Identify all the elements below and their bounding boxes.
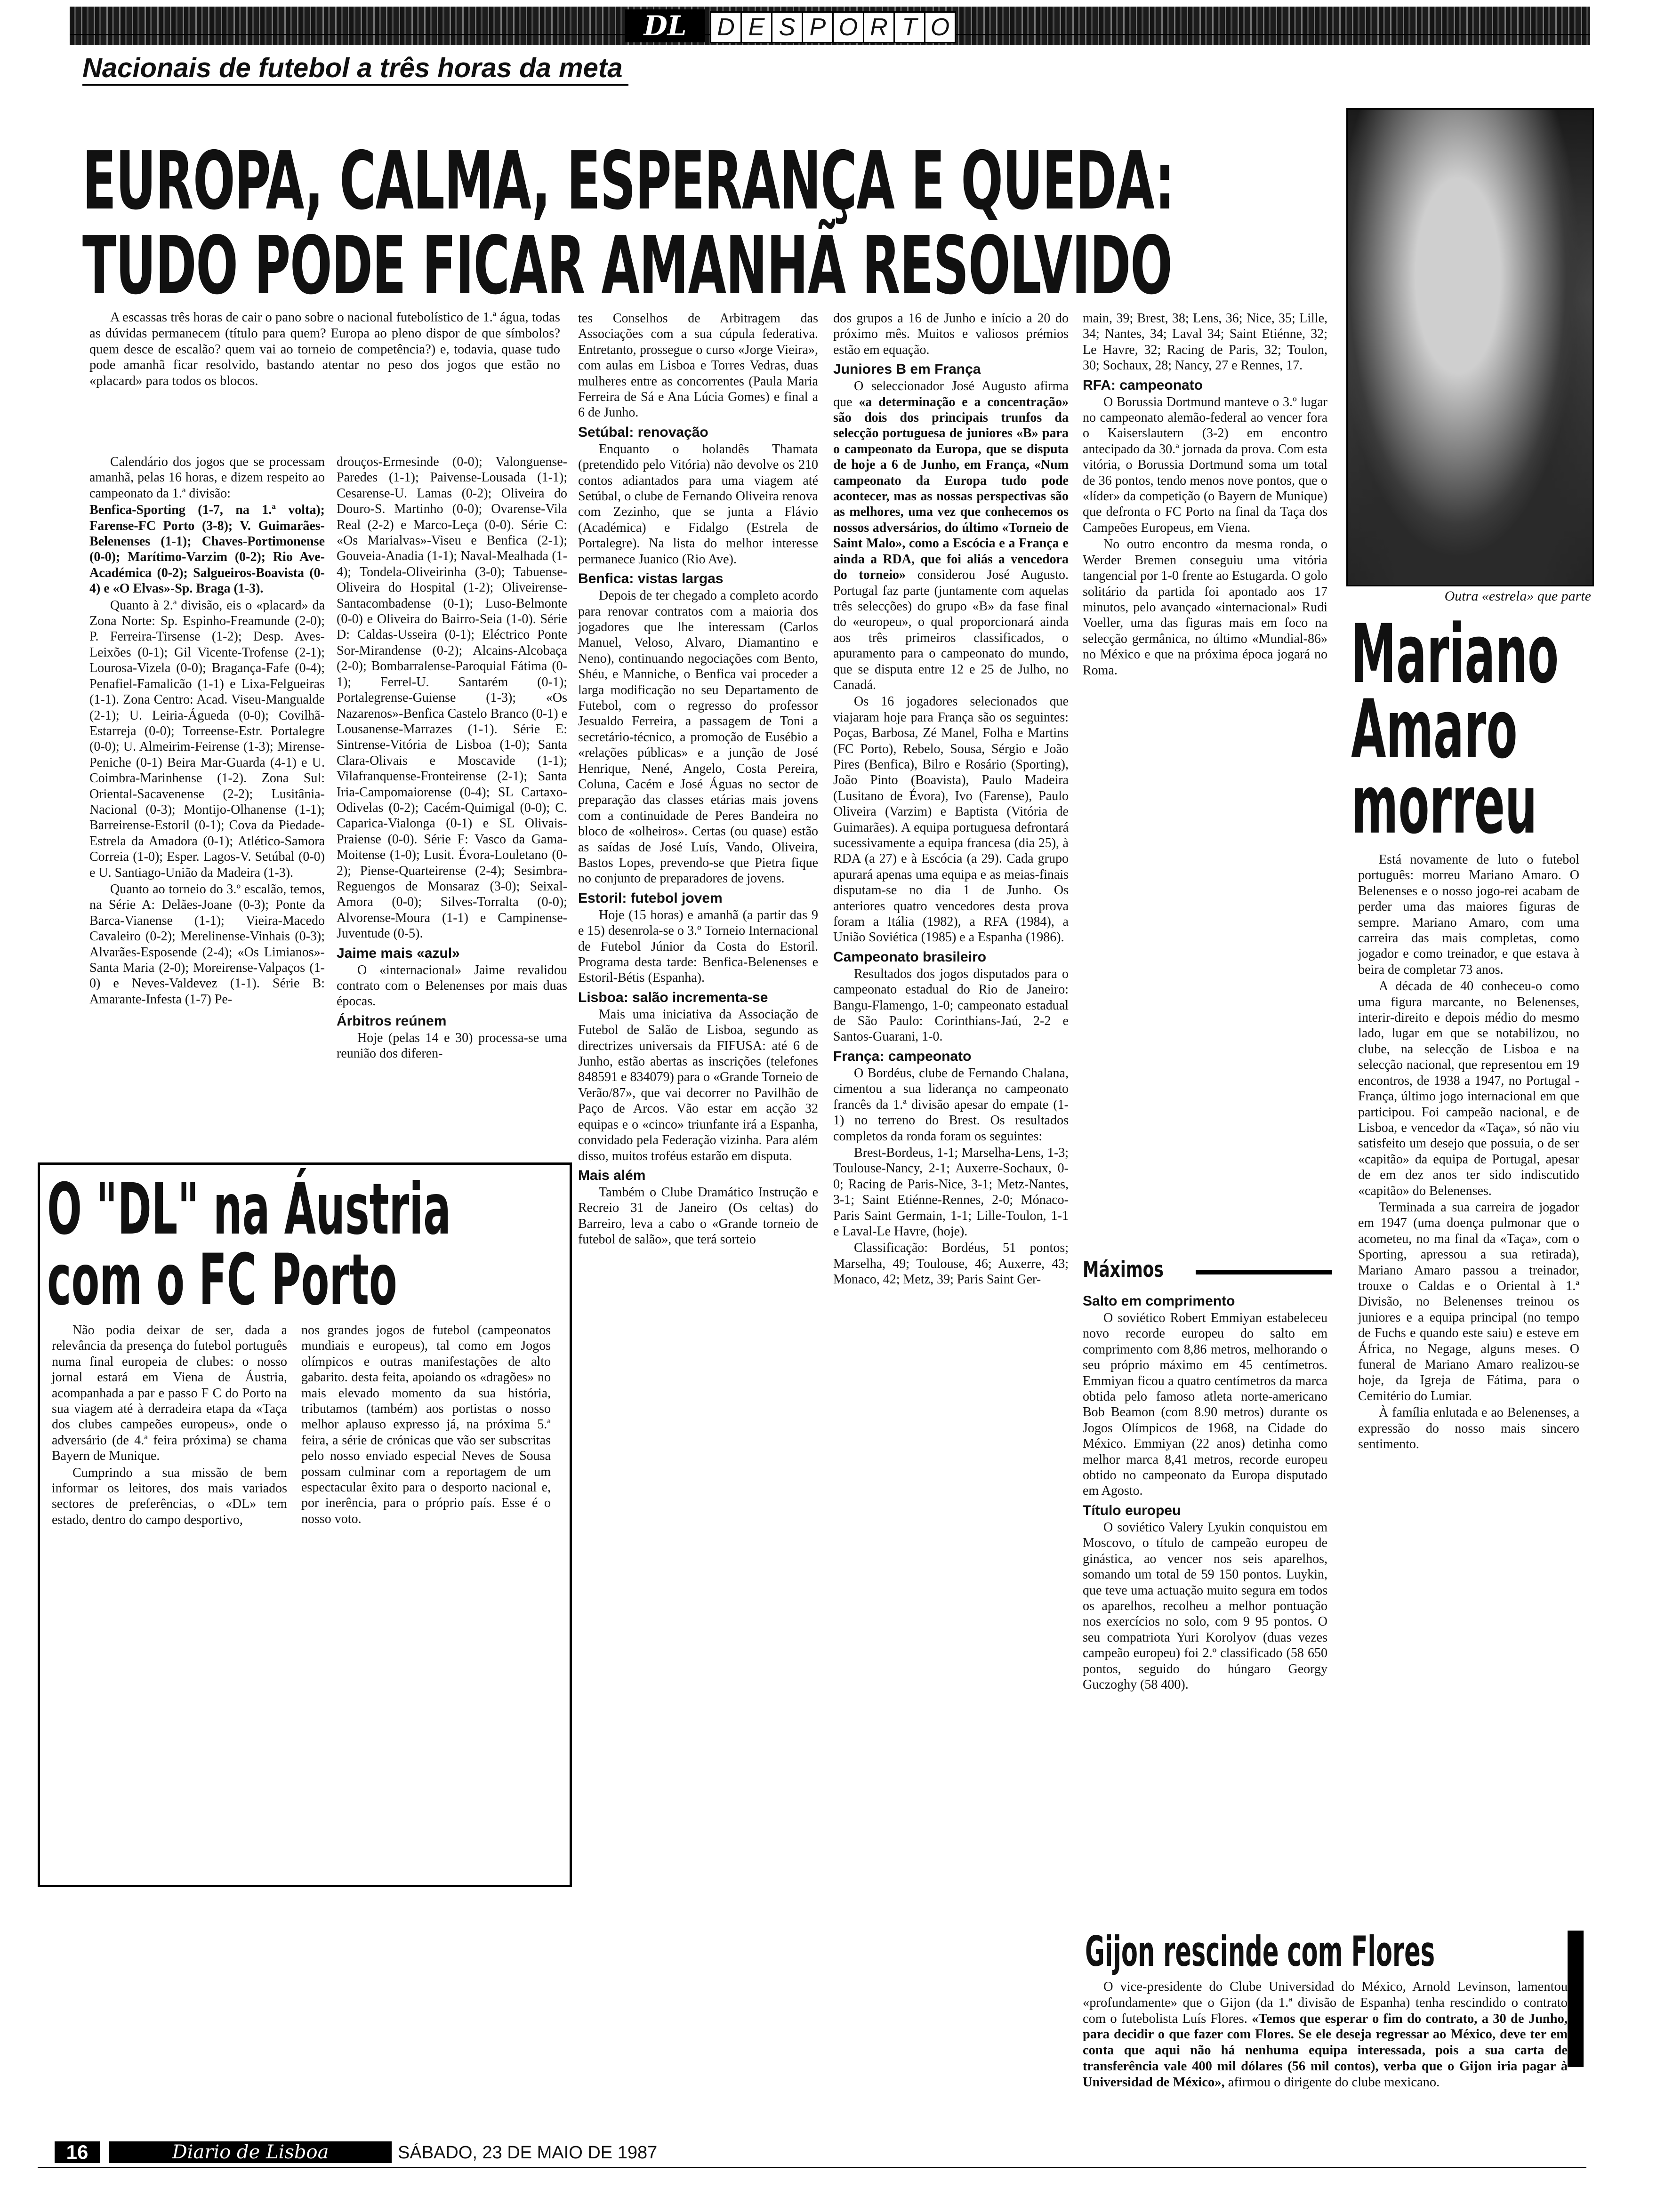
subheading: Lisboa: salão incrementa-se xyxy=(578,989,768,1005)
section-letter: O xyxy=(924,13,955,42)
page-number: 16 xyxy=(55,2141,100,2163)
paragraph: Quanto à 2.ª divisão, eis o «placard» da Zona Norte: Sp. Espinho-Freamunde (2-0); P. Ferreira-Tirsense (1-2); Desp. Aves-Leixões (0-1); Gil Vicente-Trofense (2-1); Lourosa-Vizela (0-0); Bragança-Fafe (0-4); Penafiel-Famalicão (1-1) e Lixa-Felgueiras (1-1). Zona Centro: Acad. Viseu-Mangualde (2-1); U. Leiria-Águeda (0-0); Covilhã-Estarreja (0-0); Torreense-Estr. Portalegre (0-0); U. Almeirim-Feirense (1-3); Mirense-Peniche (0-1) Beira Mar-Guarda (4-1) e U. Coimbra-Marinhense (1-2). Zona Sul: Oriental-Sacavenense (2-2); Lusitânia-Nacional (0-3); Montijo-Olhanense (1-1); Barreirense-Estoril (0-1); Cova da Piedade-Estrela da Amadora (0-1); Atlético-Samora Correia (1-0); Esper. Lagos-V. Setúbal (0-0) e U. Santiago-União da Madeira (1-3). xyxy=(89,598,325,880)
portrait-photo xyxy=(1346,108,1594,586)
text-run: considerou José Augusto. Portugal faz parte (juntamente com aquelas três selecções) do grupo «B» da fase final do «europeu», o qual proporcionará ainda aos três primeiros classificados, o apuramento para o campeonato do mundo, que se disputa entre 12 e 25 de Julho, no Canadá. xyxy=(833,568,1069,692)
issue-date: SÁBADO, 23 DE MAIO DE 1987 xyxy=(398,2143,658,2163)
subheading: RFA: campeonato xyxy=(1083,377,1203,393)
column-1 xyxy=(89,454,325,1008)
text-run: O vice-presidente do Clube Universidad do México, Arnold Levinson, lamentou «profundamente» que o Gijon (da 1.ª divisão de Espanha) tenha rescindido o contrato com o futebolista Luís Flores. xyxy=(1083,1980,1568,2026)
dl-logo: DL xyxy=(625,9,705,42)
article-kicker: Nacionais de futebol a três horas da meta xyxy=(82,53,628,86)
gijon-side-bar xyxy=(1568,1931,1584,2067)
subheading: Setúbal: renovação xyxy=(578,424,708,440)
obituary-title-line: morreu xyxy=(1351,757,1537,852)
subheading: França: campeonato xyxy=(833,1048,972,1064)
paragraph: O soviético Robert Emmiyan estabeleceu novo recorde europeu do salto em comprimento com 8,86 metros, melhorando o seu próprio máximo em 45 centímetros. Emmiyan ficou a quatro centímetros da marca obtida pelo famoso atleta norte-americano Bob Beamon (com 8.90 metros) durante os Jogos Olímpicos de 1968, na Cidade do México. Emmiyan (22 anos) detinha como melhor marca 8,41 metros, recorde europeu obtido no campeonato da Europa disputado em Agosto. xyxy=(1083,1311,1327,1499)
austria-title-line: com o FC Porto xyxy=(47,1239,397,1321)
austria-title-line: O "DL" na Áustria xyxy=(47,1169,451,1250)
footer-rule xyxy=(38,2167,1586,2168)
newspaper-name: Diario de Lisboa xyxy=(109,2141,392,2163)
paragraph: À família enlutada e ao Belenenses, a expressão do nosso mais sincero sentimento. xyxy=(1358,1405,1579,1452)
paragraph xyxy=(1083,1979,1568,2091)
austria-column-2 xyxy=(301,1322,551,1528)
section-letter: P xyxy=(802,13,832,42)
gijon-text xyxy=(1083,1979,1568,2091)
subheading: Campeonato brasileiro xyxy=(833,949,987,965)
maximos-rule xyxy=(1196,1270,1332,1274)
paragraph: A década de 40 conheceu-o como uma figura marcante, no Belenenses, interir-direito e depois médio do mesmo lado, lugar em que se notabilizou, no clube, na selecção de Lisboa e na selecção nacional, que representou em 19 encontros, de 1938 a 1947, no Portugal - França, último jogo internacional em que participou. Foi campeão nacional, e de Lisboa, e vencedor da «Taça», só não viu satisfeito um desejo que possuia, o de ser «capitão» da equipa de Portugal, apesar de em dez anos ter sido indiscutido «capitão» do Belenenses. xyxy=(1358,979,1579,1198)
column-3 xyxy=(578,311,818,1249)
column-4 xyxy=(833,311,1069,1289)
subheading: Estoril: futebol jovem xyxy=(578,890,723,906)
subheading: Salto em comprimento xyxy=(1083,1293,1235,1309)
austria-column-1 xyxy=(52,1322,287,1529)
subheading: Mais além xyxy=(578,1167,646,1183)
paragraph xyxy=(833,378,1069,693)
subheading: Jaime mais «azul» xyxy=(337,945,460,961)
section-letter: R xyxy=(863,13,893,42)
paragraph: O Borussia Dortmund manteve o 3.º lugar no campeonato alemão-federal ao vencer fora o Kaiserslautern (3-2) em encontro antecipado da 30.ª jornada da prova. Com esta vitória, o Borussia Dortmund soma um total de 36 pontos, tendo menos nove pontos, que o «líder» da competição (o Bayern de Munique) que defronta o FC Porto na final da Taça dos Campeões Europeus, em Viena. xyxy=(1083,394,1327,535)
paragraph: Está novamente de luto o futebol português: morreu Mariano Amaro. O Belenenses e o nosso jogo-rei acabam de perder uma das maiores figuras de sempre. Mariano Amaro, com uma carreira das mais completas, como jogador e como treinador, e que estava à beira de completar 73 anos. xyxy=(1358,852,1579,977)
headline-line-1: EUROPA, CALMA, ESPERANÇA E QUEDA: xyxy=(82,135,1174,228)
paragraph: Resultados dos jogos disputados para o campeonato estadual do Rio de Janeiro: Bangu-Flamengo, 1-0; campeonato estadual de São Paulo: Corinthians-Jaú, 2-2 e Santos-Guarani, 1-0. xyxy=(833,966,1069,1044)
section-letter: E xyxy=(740,13,771,42)
article-lead xyxy=(89,310,560,389)
section-letter: D xyxy=(717,14,735,41)
paragraph: tes Conselhos de Arbitragem das Associações com a sua cúpula federativa. Entretanto, prossegue o curso «Jorge Vieira», com aulas em Lisboa e Torres Vedras, duas mulheres entre as concorrentes (Paula Maria Ferreira de Sá e Ana Lúcia Gomes) e final a 6 de Junho. xyxy=(578,311,818,420)
section-letter: O xyxy=(832,13,863,42)
subheading: Benfica: vistas largas xyxy=(578,571,724,587)
paragraph-bold xyxy=(89,502,325,596)
paragraph: Hoje (pelas 14 e 30) processa-se uma reunião dos diferen- xyxy=(337,1030,567,1061)
column-5 xyxy=(1083,311,1327,679)
paragraph: Depois de ter chegado a completo acordo para renovar contratos com a maioria dos jogadores que lhe interessam (Carlos Manuel, Veloso, Alvaro, Diamantino e Neno), continuando negociações com Bento, Shéu, e Manniche, o Benfica vai proceder a larga modificação no seu Departamento de Futebol, com o regresso do professor Jesualdo Ferreira, a passagem de Toni a secretário-técnico, a promoção de Eusébio a «relações públicas» e a junção de José Henrique, Nené, Angelo, Costa Pereira, Coluna, Cacém e José Águas no sector de preparação das classes etárias mais jovens com a continuidade de Peres Bandeira no bloco de «olheiros». Certas (ou quase) estão as saídas de José Luís, Vando, Oliveira, Bastos Lopes, prevendo-se que Pietra fique no conjunto de preparadores de jovens. xyxy=(578,588,818,886)
column-5-lower xyxy=(1083,1290,1327,1693)
paragraph: Calendário dos jogos que se processam amanhã, pelas 16 horas, e dizem respeito ao campeonato da 1.ª divisão: xyxy=(89,455,325,501)
paragraph: drouços-Ermesinde (0-0); Valonguense-Paredes (1-1); Paivense-Lousada (1-1); Cesarense-U. Lamas (0-2); Oliveira do Douro-S. Martinho (0-0); Ovarense-Vila Real (2-2) e Marco-Leça (0-0). Série C: «Os Marialvas»-Viseu e Benfica (2-1); Gouveia-Anadia (1-1); Naval-Mealhada (1-4); Tondela-Oliveirinha (3-0); Tabuense-Oliveira do Hospital (1-2); Oliveirense-Santacombadense (0-1); Luso-Belmonte (0-0) e Oliveira do Bairro-Seia (1-0). Série D: Caldas-Usseira (0-1); Eléctrico Ponte Sor-Mirandense (0-2); Alcains-Alcobaça (2-0); Bombarralense-Paroquial Fátima (0-1); Ferrel-U. Santarém (0-1); Portalegrense-Guiense (1-3); «Os Nazarenos»-Benfica Castelo Branco (0-1) e Lousanense-Marrazes (1-1). Série E: Sintrense-Vitória de Lisboa (1-0); Santa Clara-Olivais e Moscavide (1-1); Vilafranquense-Fronteirense (2-1); Santa Iria-Campomaiorense (0-4); SL Cartaxo-Odivelas (0-2); Cacém-Quimigal (0-0); C. Caparica-Vialonga (0-1) e SL Olivais-Praiense (0-0). Série F: Vasco da Gama-Moitense (1-0); Lusit. Évora-Louletano (0-2); Piense-Quarteirense (2-4); Sesimbra-Reguengos de Monsaraz (3-0); Seixal-Amora (0-0); Silves-Torralta (0-0); Alvorense-Moura (1-1) e Campinense-Juventude (0-5). xyxy=(337,455,567,941)
section-name-box xyxy=(710,11,956,43)
section-letter: T xyxy=(893,13,924,42)
paragraph: Não podia deixar de ser, dada a relevância da presença do futebol português numa final europeia de clubes: o nosso jornal estará em Viena de Áustria, acompanhada a par e passo F C do Porto na sua viagem até à derradeira etapa da «Taça dos clubes campeões europeus», onde o adversário (de 4.ª feira próxima) se chama Bayern de Munique. xyxy=(52,1323,287,1464)
lead-paragraph: A escassas três horas de cair o pano sobre o nacional futebolístico de 1.ª água, todas as dúvidas permanecem (título para quem? Europa ao pleno dispor de que símbolos? quem desce de escalão? quem vai ao torneio de competência?) e, todavia, quase tudo pode amanhã ficar resolvido, bastando atentar no peso dos jogos que estão no «placard» para todos os blocos. xyxy=(89,310,560,389)
gijon-title: Gijon rescinde com Flores xyxy=(1085,1927,1435,1976)
paragraph: Também o Clube Dramático Instrução e Recreio 31 de Janeiro (Os celtas) do Barreiro, leva a cabo o «Grande torneio de futebol de salão», que terá sorteio xyxy=(578,1185,818,1247)
paragraph: nos grandes jogos de futebol (campeonatos mundiais e europeus), tal como em Jogos olímpicos e outras manifestações de alto gabarito. desta feita, apoiando os «dragões» no mais elevado momento da sua história, tributamos (também) aos portistas o nosso melhor aplauso expresso já, na próxima 5.ª feira, a série de crónicas que vão ser subscritas pelo nosso enviado especial Neves de Sousa possam culminar com a reportagem de um espectacular êxito para o desporto nacional e, por inerência, para o próprio país. Esse é o nosso voto. xyxy=(301,1323,551,1526)
text-run: O seleccionador José Augusto afirma que xyxy=(833,379,1069,409)
paragraph: No outro encontro da mesma ronda, o Werder Bremen conseguiu uma vitória tangencial por 1-0 frente ao Estugarda. O golo solitário da partida foi apontado aos 17 minutos, pelo avançado «internacional» Rudi Voeller, uma das figuras mais em foco na selecção germânica, no último «Mundial-86» no México e que na próxima época jogará no Roma. xyxy=(1083,537,1327,678)
obituary-title-line: Amaro xyxy=(1351,682,1518,777)
results-list: Benfica-Sporting (1-7, na 1.ª volta); Farense-FC Porto (3-8); V. Guimarães-Belenenses (1-1); Chaves-Portimonense (0-0); Marítimo-Varzim (0-2); Rio Ave-Académica (0-2); Salgueiros-Boavista (0-4) e «O Elvas»-Sp. Braga (1-3). xyxy=(89,503,325,596)
obituary-column xyxy=(1358,852,1579,1453)
paragraph: Mais uma iniciativa da Associação de Futebol de Salão de Lisboa, segundo as directrizes universais da FIFUSA: até 6 de Junho, estão abertas as inscrições (telefones 848591 e 834079) para o «Grande Torneio de Verão/87», que vai decorrer no Pavilhão de Paço de Arcos. Vão estar em acção 32 equipas e o «cinco» triunfante irá a Espanha, convidado pela Federação vizinha. Para além disso, muitos troféus estarão em disputa. xyxy=(578,1007,818,1163)
quote-bold: «Temos que esperar o fim do contrato, a 30 de Junho, para decidir o que fazer com Flores. Se ele deseja regressar ao México, deve ter em conta que aqui não há nenhuma equipa interessada, pois a sua carta de transferência vale 400 mil dólares (56 mil contos), verba que o Gijon iria pagar à Universidad de México», xyxy=(1083,2011,1568,2090)
section-masthead-band xyxy=(70,7,1590,45)
paragraph: Terminada a sua carreira de jogador em 1947 (uma doença pulmonar que o acometeu, no ma final da «Taça», com o Sporting, apressou a sua retirada), Mariano Amaro passou a treinador, trouxe o Caldas e o Oriental à 1.ª Divisão, no Belenenses treinou os juniores e a equipa principal (no tempo de Fuchs e quando este saiu) e esteve em África, no Negage, alguns meses. O funeral de Mariano Amaro realizou-se hoje, da Igreja de Fátima, para o Cemitério do Lumiar. xyxy=(1358,1200,1579,1403)
paragraph: dos grupos a 16 de Junho e início a 20 do próximo mês. Muitos e valiosos prémios estão em equação. xyxy=(833,311,1069,357)
headline-line-2: TUDO PODE FICAR AMANHÃ RESOLVIDO xyxy=(82,219,1172,313)
maximos-heading: Máximos xyxy=(1083,1257,1164,1282)
photo-caption: Outra «estrela» que parte xyxy=(1444,588,1591,604)
paragraph: Os 16 jogadores selecionados que viajaram hoje para França são os seguintes: Poças, Barbosa, Zé Manel, Folha e Martins (FC Porto), Rebelo, Sousa, Sérgio e João Pires (Benfica), Bilro e Rosário (Sporting), João Pinto (Boavista), Paulo Madeira (Lusitano de Évora), Ivo (Farense), Paulo Oliveira (Varzim) e Baptista (Vitória de Guimarães). A equipa portuguesa defrontará sucessivamente a equipa francesa (dia 25), à RDA (a 27) e à Escócia (a 29). Cada grupo apurará apenas uma equipa e as meias-finais disputam-se no dia 1 de Junho. Os anteriores quatro vencedores desta prova foram a Itália (1982), a RFA (1984), a União Soviética (1985) e a Espanha (1986). xyxy=(833,694,1069,945)
subheading: Árbitros reúnem xyxy=(337,1013,447,1029)
austria-title xyxy=(47,1169,451,1321)
paragraph: O soviético Valery Lyukin conquistou em Moscovo, o título de campeão europeu de ginástica, ao vencer nos seis aparelhos, somando um total de 59 150 pontos. Luykin, que teve uma actuação muito segura em todos os aparelhos, recolheu a melhor pontuação nos exercícios no solo, com 9 95 pontos. O seu compatriota Yuri Korolyov (duas vezes campeão europeu) foi 2.º classificado (58 650 pontos, seguido do húngaro Georgy Guczoghy (58 400). xyxy=(1083,1520,1327,1692)
obituary-title-line: Mariano xyxy=(1351,607,1559,701)
paragraph: Quanto ao torneio do 3.º escalão, temos, na Série A: Delães-Joane (0-3); Ponte da Barca-Vianense (1-1); Vieira-Macedo Cavaleiro (0-2); Merelinense-Vinhais (0-3); Alvarães-Esposende (2-4); «Os Limianos»-Santa Maria (2-0); Moreirense-Valpaços (1-0) e Neves-Valdevez (1-1). Série B: Amarante-Infesta (1-7) Pe- xyxy=(89,882,325,1007)
paragraph: Hoje (15 horas) e amanhã (a partir das 9 e 15) desenrola-se o 3.º Torneio Internacional de Futebol Júnior da Costa do Estoril. Programa desta tarde: Benfica-Belenenses e Estoril-Bétis (Espanha). xyxy=(578,907,818,986)
subheading: Título europeu xyxy=(1083,1502,1181,1518)
subheading: Juniores B em França xyxy=(833,361,981,377)
paragraph: main, 39; Brest, 38; Lens, 36; Nice, 35; Lille, 34; Nantes, 34; Laval 34; Saint Etiénne, 32; Le Havre, 32; Racing de Paris, 32; Toulon, 30; Sochaux, 28; Nancy, 27 e Rennes, 17. xyxy=(1083,311,1327,373)
paragraph: O Bordéus, clube de Fernando Chalana, cimentou a sua liderança no campeonato francês da 1.ª divisão apesar do empate (1-1) no terreno do Brest. Os resultados completos da ronda foram os seguintes: xyxy=(833,1066,1069,1144)
paragraph: Enquanto o holandês Thamata (pretendido pelo Vitória) não devolve os 210 contos adiantados para uma viagem até Setúbal, o clube de Fernando Oliveira renova com Zezinho, que se junta a Flávio (Académica) e Fidalgo (Estrela de Portalegre). Na lista do melhor interesse permanece Juanico (Rio Ave). xyxy=(578,441,818,567)
text-run: afirmou o dirigente do clube mexicano. xyxy=(1228,2075,1440,2090)
section-letter: S xyxy=(771,13,802,42)
paragraph: O «internacional» Jaime revalidou contrato com o Belenenses por mais duas épocas. xyxy=(337,962,567,1009)
paragraph: Classificação: Bordéus, 51 pontos; Marselha, 49; Toulouse, 46; Auxerre, 43; Monaco, 42; Metz, 39; Paris Saint Ger- xyxy=(833,1241,1069,1287)
paragraph: Brest-Bordeus, 1-1; Marselha-Lens, 1-3; Toulouse-Nancy, 2-1; Auxerre-Sochaux, 0-0; Racing de Paris-Nice, 3-1; Metz-Nantes, 3-1; Saint Etiénne-Rennes, 2-0; Mónaco-Paris Saint Germain, 1-1; Lille-Toulon, 1-1 e Laval-Le Havre, (hoje). xyxy=(833,1145,1069,1239)
obituary-title xyxy=(1351,607,1559,852)
paragraph: Cumprindo a sua missão de bem informar os leitores, dos mais variados sectores de preferências, o «DL» tem estado, dentro do campo desportivo, xyxy=(52,1465,287,1527)
column-2 xyxy=(337,454,567,1063)
quote-bold: «a determinação e a concentração» são dois dos principais trunfos da selecção portuguesa de juniores «B» para o campeonato da Europa, que se disputa de hoje a 6 de Junho, em França, «Num campeonato da Europa tudo pode acontecer, mas as nossas perspectivas são as melhores, uma vez que conhecemos os nossos adversários, do último «Torneio de Saint Malo», como a Escócia e a França e ainda a RDA, que foi aliás a vencedora do torneio» xyxy=(833,394,1069,583)
